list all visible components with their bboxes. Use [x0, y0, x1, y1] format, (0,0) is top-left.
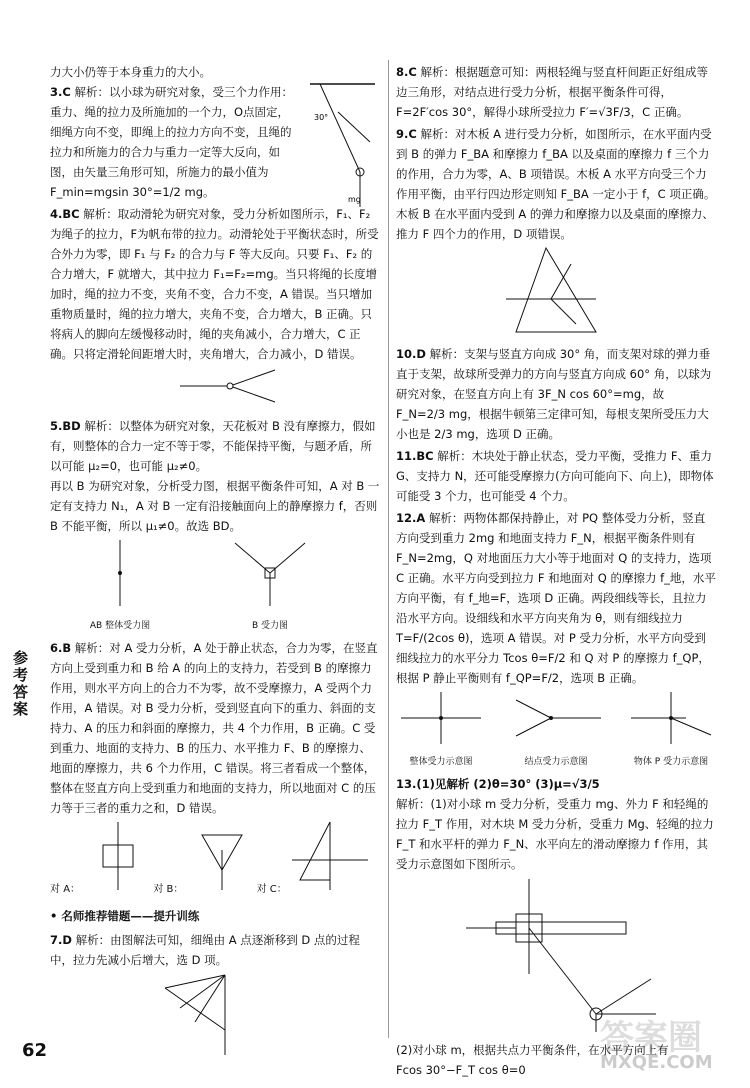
q11-label: 解析：: [437, 449, 472, 463]
q10-answer: D: [416, 347, 426, 361]
question-6: [50, 638, 380, 900]
q13-text2: (2)对小球 m，根据共点力平衡条件，在水平方向上有: [396, 1043, 669, 1057]
question-5: [50, 416, 380, 636]
q13-label: 解析：: [396, 797, 431, 811]
watermark-logo: 答案圈: [600, 1018, 702, 1058]
q4-figure: [50, 364, 380, 408]
watermark-url: MXQE.COM: [600, 1052, 713, 1073]
question-12: [396, 508, 716, 772]
q7-answer: D: [62, 933, 72, 947]
q5-fig1: [80, 538, 160, 636]
q5-caption-2: B 受力图: [251, 621, 289, 631]
q5-number: 5.: [50, 419, 63, 433]
intro-text: 力大小仍等于本身重力的大小。: [50, 65, 211, 79]
q3-answer: C: [62, 85, 71, 99]
q4-answer: BC: [62, 207, 80, 221]
q12-fig1: [396, 690, 486, 772]
q12-answer: A: [416, 511, 426, 525]
q6-label-b: 对 B：: [153, 884, 184, 895]
q11-answer: BC: [416, 449, 434, 463]
q5-caption-1: AB 整体受力图: [89, 621, 151, 631]
q6-text: 对 A 受力分析，A 处于静止状态，合力为零，在竖直方向上受到重力和 B 给 A 的向上的支持力，若受到 B 的摩擦力作用，则水平方向上的合力不为零，故不受摩擦力，A 受两个力作用，A 错误。对 B 受力分析，受到竖直向下的重力、斜面的支持力、A 的压力和斜面的摩擦力，共 4 个力作用，B 正确。C 受到重力、地面的支持力、B 的压力、水平推力 F、B 的摩擦力、地面的摩擦力，共 6 个力作用，C 错误。将三者看成一个整体，整体在竖直方向上受到重力和地面的支持力，所以地面对 C 的压力等于三者的重力之和，D 错误。: [50, 641, 378, 815]
q3-figure: [300, 82, 380, 212]
svg-text:30°: 30°: [314, 113, 329, 122]
q5-text2: 再以 B 为研究对象，分析受力图，根据平衡条件可知，A 对 B 一定有支持力 N₁，A 对 B 一定有沿接触面向上的静摩擦力 f，否则 B 不能平衡，所以 μ₁≠0。故选 BD。: [50, 479, 380, 533]
q13-number: 13.: [396, 777, 417, 791]
column-divider: [388, 60, 389, 1038]
q11-number: 11.: [396, 449, 417, 463]
q3-text: 以小球为研究对象，受三个力作用：重力、绳的拉力及所施加的一个力，O点固定，细绳方向不变，即绳上的拉力方向不变，且绳的拉力和所施力的合力与重力一定等大反向，如图，由矢量三角形可知，所施力的最小值为 F_min=mgsin 30°=1/2 mg。: [50, 85, 293, 199]
q8-number: 8.: [396, 65, 409, 79]
q7-label: 解析：: [75, 933, 111, 947]
q8-text: 根据题意可知：两根轻绳与竖直杆间距正好组成等边三角形，对结点进行受力分析，根据平衡条件可得，F=2F′cos 30°，解得小球所受拉力 F′=√3F/3，C 正确。: [396, 65, 708, 119]
q11-text: 木块处于静止状态，受力平衡，受推力 F、重力 G、支持力 N，还可能受摩擦力(方向可能向下、向上)，即物体可能受 3 个力，也可能受 4 个力。: [396, 449, 714, 503]
q6-fig-a: [50, 820, 153, 900]
section-title: • 名师推荐错题——提升训练: [50, 909, 200, 923]
q4-label: 解析：: [83, 207, 118, 221]
left-column: [50, 62, 380, 1068]
question-3: [50, 82, 380, 202]
q8-label: 解析：: [420, 65, 455, 79]
q3-label: 解析：: [74, 85, 109, 99]
q9-answer: C: [408, 127, 417, 141]
question-13: [396, 774, 716, 1080]
q13-text1: (1)对小球 m 受力分析，受重力 mg、外力 F 和轻绳的拉力 F_T 作用，对木块 M 受力分析，受重力 Mg、轻绳的拉力 F_T 和水平杆的弹力 F_N、水平向左的滑动摩擦力 f 作用，其受力示意图如下图所示。: [396, 797, 714, 871]
q7-text: 由图解法可知，细绳由 A 点逐渐移到 D 点的过程中，拉力先减小后增大，选 D 项。: [50, 933, 360, 967]
right-column: [396, 62, 716, 1082]
q10-label: 解析：: [429, 347, 465, 361]
q6-fig-b: [153, 820, 256, 900]
q9-number: 9.: [396, 127, 409, 141]
q9-label: 解析：: [420, 127, 455, 141]
q5-fig2: [220, 538, 320, 636]
page-number: 62: [22, 1040, 48, 1061]
q3-number: 3.: [50, 85, 63, 99]
q7-number: 7.: [50, 933, 63, 947]
q12-number: 12.: [396, 511, 417, 525]
q9-figure: [396, 244, 716, 336]
q13-text3: Fcos 30°−F_T cos θ=0: [396, 1063, 526, 1077]
side-label: 参考答案: [11, 650, 29, 718]
q12-caption-3: 物体 P 受力示意图: [633, 757, 709, 767]
q9-text: 对木板 A 进行受力分析，如图所示，在水平面内受到 B 的弹力 F_BA 和摩擦力 f_BA 以及桌面的摩擦力 f 三个力的作用，合力为零，A、B 项错误。木板 A 水平方向受三个力作用平衡，由平行四边形定则知 F_BA 一定小于 f，C 项正确。木板 B 在水平面内受到 A 的弹力和摩擦力以及桌面的摩擦力、推力 F 四个力的作用，D 项错误。: [396, 127, 716, 241]
q12-label: 解析：: [428, 511, 464, 525]
question-11: [396, 446, 716, 506]
question-10: [396, 344, 716, 444]
q8-answer: C: [408, 65, 417, 79]
q12-caption-2: 结点受力示意图: [524, 757, 588, 767]
q10-number: 10.: [396, 347, 417, 361]
q12-fig3: [626, 690, 716, 772]
q6-fig-c: [257, 820, 370, 900]
q12-caption-1: 整体受力示意图: [409, 757, 473, 767]
question-4: [50, 204, 380, 414]
q12-fig2: [506, 690, 606, 772]
svg-text:mg: mg: [348, 195, 361, 204]
q12-text: 两物体都保持静止，对 PQ 整体受力分析，竖直方向受到重力 2mg 和地面支持力 F_N，根据平衡条件则有 F_N=2mg，Q 对地面压力大小等于地面对 Q 的支持力，选项 C 正确。水平方向受到拉力 F 和地面对 Q 的摩擦力 f_地，水平方向平衡，有 f_地=F，选项 D 正确。两段细线等长，且拉力沿水平方向。设细线和水平方向夹角为 θ，则有细线拉力 T=F/(2cos θ)，选项 A 错误。对 P 受力分析，水平方向受到细线拉力的水平分力 Tcos θ=F/2 和 Q 对 P 的摩擦力 f_QP，根据 P 静止平衡则有 f_QP=F/2，选项 B 正确。: [396, 511, 716, 685]
q6-label: 解析：: [74, 641, 110, 655]
q6-answer: B: [62, 641, 72, 655]
q7-figure: [50, 970, 380, 1060]
question-9: [396, 124, 716, 342]
q6-number: 6.: [50, 641, 63, 655]
q13-answer: (1)见解析 (2)θ=30° (3)μ=√3/5: [416, 777, 600, 791]
q10-text: 支架与竖直方向成 30° 角，而支架对球的弹力垂直于支架，故球所受弹力的方向与竖直方向成 60° 角，以球为研究对象，在竖直方向上有 3F_N cos 60°=mg，故 F_N=2/3 mg，根据牛顿第三定律可知，每根支架所受压力大小也是 2/3 mg，选项 D 正确。: [396, 347, 712, 441]
question-8: [396, 62, 716, 122]
q6-label-a: 对 A：: [50, 884, 81, 895]
question-7: [50, 930, 380, 1066]
q13-figure: [396, 874, 716, 1034]
q4-text: 取动滑轮为研究对象，受力分析如图所示，F₁、F₂为绳子的拉力，F为帆布带的拉力。动滑轮处于平衡状态时，所受合外力为零，即 F₁ 与 F₂ 的合力与 F 等大反向。只要 F₁、F₂ 的合力增大，F 就增大，其中拉力 F₁=F₂=mg。当只将绳的长度增加时，绳的拉力不变，夹角不变，合力不变，A 错误。当只增加重物质量时，绳的拉力增大，夹角不变，合力增大，B 正确。只将病人的脚向左缓慢移动时，绳的夹角减小，合力增大，C 正确。只将定滑轮间距增大时，夹角增大，合力减小，D 错误。: [50, 207, 379, 361]
q6-label-c: 对 C：: [256, 884, 287, 895]
q5-label: 解析：: [84, 419, 119, 433]
q4-number: 4.: [50, 207, 63, 221]
q5-answer: BD: [62, 419, 81, 433]
q5-text1: 以整体为研究对象，天花板对 B 没有摩擦力，假如有，则整体的合力一定不等于零，不能保持平衡，与题矛盾，所以可能 μ₂=0，也可能 μ₂≠0。: [50, 419, 376, 473]
